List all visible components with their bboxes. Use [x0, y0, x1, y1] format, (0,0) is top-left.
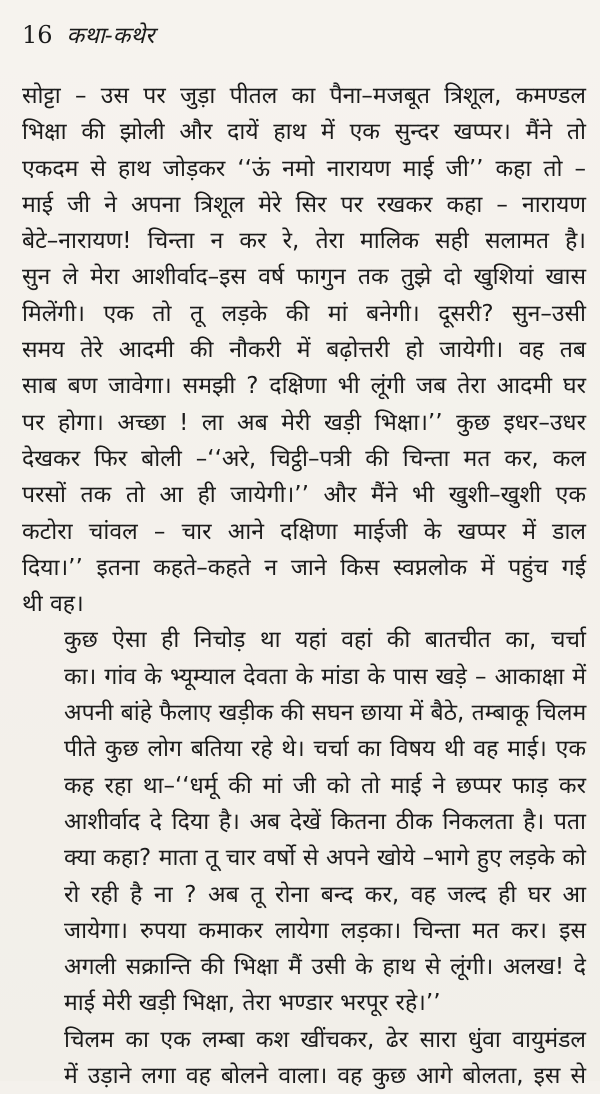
page-header	[22, 18, 586, 58]
text-line: भिक्षा की झोली और दायें हाथ में एक सुन्दर खप्पर। मैंने तो	[22, 119, 586, 146]
text-line: मिलेंगी। एक तो तू लड़के की मां बनेगी। दूसरी? सुन–उसी	[22, 300, 586, 327]
paragraph	[22, 78, 586, 622]
text-line: जायेगा। रुपया कमाकर लायेगा लड़का। चिन्ता मत कर। इस	[64, 917, 586, 944]
paragraph	[22, 622, 586, 1021]
paragraph	[22, 1022, 586, 1094]
text-line: का। गांव के भ्यूम्याल देवता के मांडा के पास खड़े – आकाक्षा में	[64, 663, 586, 690]
text-line: सुन ले मेरा आशीर्वाद–इस वर्ष फागुन तक तुझे दो खुशियां खास	[22, 264, 586, 291]
text-line: थी वह।	[22, 591, 84, 618]
text-line: साब बण जावेगा। समझी ? दक्षिणा भी लूंगी जब तेरा आदमी घर	[22, 373, 586, 400]
text-line: सोट्टा – उस पर जुड़ा पीतल का पैना–मजबूत त्रिशूल, कमण्डल	[22, 83, 586, 109]
text-line: में उड़ाने लगा वह बोलने वाला। वह कुछ आगे बोलता, इस से	[64, 1063, 586, 1090]
book-title: कथा-कथेर	[66, 23, 155, 49]
text-line: अपनी बांहे फैलाए खड़ीक की सघन छाया में बैठे, तम्बाकू चिलम	[64, 700, 587, 727]
text-line: कह रहा था–‘‘धर्मू की मां जी को तो माई ने छप्पर फाड़ कर	[64, 772, 586, 799]
text-line: माई जी ने अपना त्रिशूल मेरे सिर पर रखकर कहा – नारायण	[22, 191, 586, 218]
text-line: पर होगा। अच्छा ! ला अब मेरी खड़ी भिक्षा।’’ कुछ इधर–उधर	[22, 409, 586, 436]
text-line: पीते कुछ लोग बतिया रहे थे। चर्चा का विषय थी वह माई। एक	[64, 736, 586, 763]
text-line: कटोरा चांवल – चार आने दक्षिणा माईजी के खप्पर में डाल	[22, 518, 586, 545]
text-line: रो रही है ना ? अब तू रोना बन्द कर, वह जल्द ही घर आ	[64, 881, 586, 908]
text-line: आशीर्वाद दे दिया है। अब देखें कितना ठीक निकलता है। पता	[64, 808, 586, 835]
text-line: कुछ ऐसा ही निचोड़ था यहां वहां की बातचीत का, चर्चा	[64, 627, 586, 654]
text-line: दिया।’’ इतना कहते–कहते न जाने किस स्वप्नलोक में पहुंच गई	[22, 554, 586, 581]
text-line: परसों तक तो आ ही जायेगी।’’ और मैंने भी खुशी–खुशी एक	[22, 482, 586, 509]
page-number: 16	[22, 21, 53, 49]
text-line: देखकर फिर बोली –‘‘अरे, चिट्ठी–पत्री की चिन्ता मत कर, कल	[22, 445, 586, 472]
text-line: माई मेरी खड़ी भिक्षा, तेरा भण्डार भरपूर रहे।’’	[64, 990, 441, 1017]
text-line: समय तेरे आदमी की नौकरी में बढ़ोत्तरी हो जायेगी। वह तब	[22, 337, 586, 364]
text-line: एकदम से हाथ जोड़कर ‘‘ऊं नमो नारायण माई जी’’ कहा तो –	[22, 155, 586, 182]
text-line: बेटे–नारायण! चिन्ता न कर रे, तेरा मालिक सही सलामत है।	[22, 228, 586, 255]
text-line: अगली सक्रान्ति की भिक्षा मैं उसी के हाथ से लूंगी। अलख! दे	[64, 954, 586, 981]
text-line: चिलम का एक लम्बा कश खींचकर, ढेर सारा धुंवा वायुमंडल	[64, 1026, 586, 1053]
body-text	[22, 78, 586, 1094]
text-line: क्या कहा? माता तू चार वर्षो से अपने खोये –भागे हुए लड़के को	[64, 845, 586, 872]
